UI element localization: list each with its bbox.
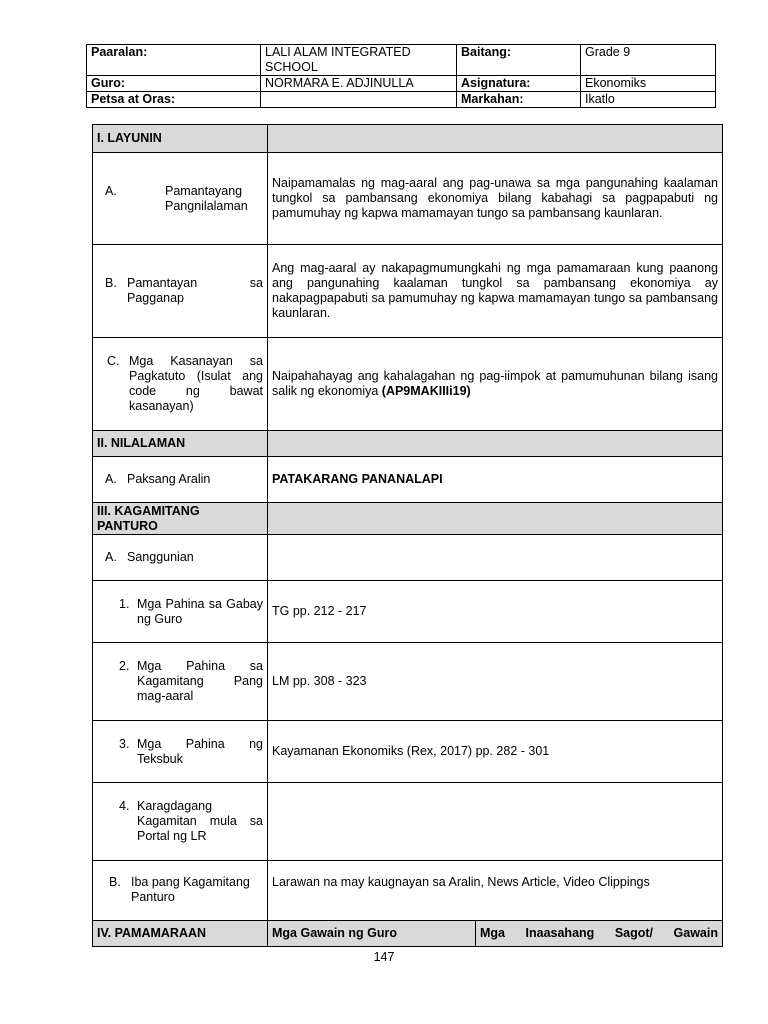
row-label-gabay-ng-guro: 1. Mga Pahina sa Gabay ng Guro [93,581,268,643]
section-kagamitang-panturo: III. KAGAMITANG PANTURO [93,503,268,535]
teksbuk-text: Kayamanan Ekonomiks (Rex, 2017) pp. 282 - 301 [268,721,723,783]
row-label-pamantayang-pangnilalaman: A. Pamantayang Pangnilalaman [93,153,268,245]
pamantayang-pangnilalaman-text: Naipamamalas ng mag-aaral ang pag-unawa sa mga pangunahing kaalaman tungkol sa pambansang ekonomiya bilang kabahagi sa pagpapabuti ng pamumuhay ng kapwa mamamayan tungo sa pambansang kaunlaran. [268,153,723,245]
row-label-portal-ng-lr: 4. Karagdagang Kagamitan mula sa Portal ng LR [93,783,268,861]
gabay-ng-guro-text: TG pp. 212 - 217 [268,581,723,643]
school-value: LALI ALAM INTEGRATED SCHOOL [261,45,457,76]
row-label-iba-pang-kagamitan: B. Iba pang Kagamitang Panturo [93,861,268,921]
date-value [261,92,457,108]
section-nilalaman: II. NILALAMAN [93,431,268,457]
row-label-paksang-aralin: A. Paksang Aralin [93,457,268,503]
row-label-pamantayan-sa-pagganap: B. Pamantayan sa Pagganap [93,245,268,338]
page-number: 147 [373,950,395,964]
iba-pang-kagamitan-text: Larawan na may kaugnayan sa Aralin, News Article, Video Clippings [268,861,723,921]
row-label-kasanayan: C. Mga Kasanayan sa Pagkatuto (Isulat ang code ng bawat kasanayan) [93,338,268,431]
teacher-label: Guro: [87,76,261,92]
row-label-teksbuk: 3. Mga Pahina ng Teksbuk [93,721,268,783]
pamantayan-sa-pagganap-text: Ang mag-aaral ay nakapagmumungkahi ng mga pamamaraan kung paanong ang pangunahing kaalaman tungkol sa pambansang ekonomiya ay nakapagpapabuti sa pamumuhay ng kapwa mamamayan tungo sa pambansang kaunlaran. [268,245,723,338]
section-pamamaraan: IV. PAMAMARAAN [93,921,268,947]
subject-value: Ekonomiks [581,76,716,92]
school-label: Paaralan: [87,45,261,76]
subject-label: Asignatura: [457,76,581,92]
grade-value: Grade 9 [581,45,716,76]
date-label: Petsa at Oras: [87,92,261,108]
teacher-value: NORMARA E. ADJINULLA [261,76,457,92]
header-table [86,44,716,108]
grade-label: Baitang: [457,45,581,76]
quarter-value: Ikatlo [581,92,716,108]
column-gawain-ng-guro: Mga Gawain ng Guro [268,921,476,947]
kasanayan-text: Naipahahayag ang kahalagahan ng pag-iimpok at pamumuhunan bilang isang salik ng ekonomiya (AP9MAKIIIi19) [268,338,723,431]
section-layunin: I. LAYUNIN [93,125,268,153]
row-label-kagamitang-pang-mag-aaral: 2. Mga Pahina sa Kagamitang Pang mag-aaral [93,643,268,721]
kasanayan-code: (AP9MAKIIIi19) [381,384,471,398]
paksang-aralin-text: PATAKARANG PANANALAPI [268,457,723,503]
kagamitang-pang-mag-aaral-text: LM pp. 308 - 323 [268,643,723,721]
row-label-sanggunian: A. Sanggunian [93,535,268,581]
lesson-plan-table [92,124,723,947]
quarter-label: Markahan: [457,92,581,108]
column-inaasahang-sagot: Mga Inaasahang Sagot/ Gawain [476,921,723,947]
